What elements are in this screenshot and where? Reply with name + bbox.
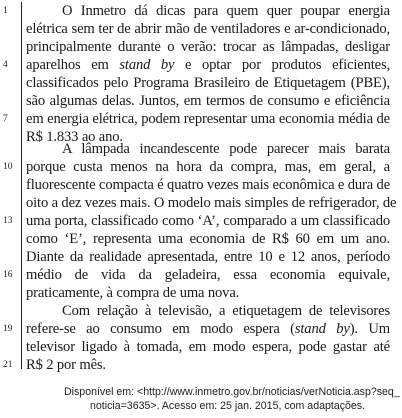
line-number: 1 (3, 6, 8, 16)
text-line: são algumas delas. Juntos, em termos de consumo e eficiência (26, 93, 390, 109)
text-line: televisor ligado à tomada, em modo espera, pode gastar até (26, 339, 390, 355)
line-number: 19 (3, 324, 13, 334)
margin-rule (21, 2, 22, 369)
line-number: 21 (3, 360, 13, 370)
text-line: porque custa menos na hora da compra, mas, em geral, a (26, 159, 390, 175)
text-line: oito a dez vezes mais. O modelo mais simples de refrigerador, de (26, 195, 397, 211)
line-number: 7 (3, 114, 8, 124)
text-segment: e optar por produtos eficientes, (174, 57, 390, 73)
text-line: principalmente durante o verão: trocar as lâmpadas, desligar (26, 39, 390, 55)
line-number: 4 (3, 60, 8, 70)
text-line: R$ 1.833 ao ano. (26, 129, 123, 145)
text-line: Com relação à televisão, a etiquetagem de televisores (62, 303, 390, 319)
line-number: 16 (3, 270, 13, 280)
text-line: praticamente, à compra de uma nova. (26, 285, 240, 301)
text-italic-segment: stand by (294, 321, 350, 337)
text-segment: refere-se ao consumo em modo espera ( (26, 321, 295, 337)
text-segment: aparelhos em (26, 57, 120, 73)
text-segment: ). Um (349, 321, 390, 337)
text-line: classificados pelo Programa Brasileiro de Etiquetagem (PBE), (26, 75, 390, 91)
text-line: fluorescente compacta é quatro vezes mais econômica e dura de (26, 177, 391, 193)
source-citation-line: Disponível em: <http://www.inmetro.gov.br/noticias/verNoticia.asp?seq_ (64, 386, 400, 398)
text-line: R$ 2 por mês. (26, 357, 106, 373)
text-line: elétrica sem ter de abrir mão de ventiladores e ar-condicionado, (26, 21, 390, 37)
text-line: em energia elétrica, podem representar uma economia média de (26, 111, 390, 127)
text-line: como ‘E’, representa uma economia de R$ 60 em um ano. (26, 231, 390, 247)
text-line (26, 320, 390, 338)
text-line: O Inmetro dá dicas para quem quer poupar energia (62, 3, 390, 19)
text-line: Diante da realidade apresentada, entre 10 e 12 anos, período (26, 249, 390, 265)
text-line: médio de vida da geladeira, essa economia equivale, (26, 267, 390, 283)
source-citation-line: noticia=3635>. Acesso em: 25 jan. 2015, com adaptações. (90, 400, 366, 412)
text-line: uma porta, classificado como ‘A’, comparado a um classificado (26, 213, 390, 229)
text-line (26, 56, 390, 74)
line-number: 13 (3, 216, 13, 226)
line-number: 10 (3, 162, 13, 172)
text-italic-segment: stand by (119, 57, 175, 73)
text-line: A lâmpada incandescente pode parecer mais barata (62, 141, 390, 157)
